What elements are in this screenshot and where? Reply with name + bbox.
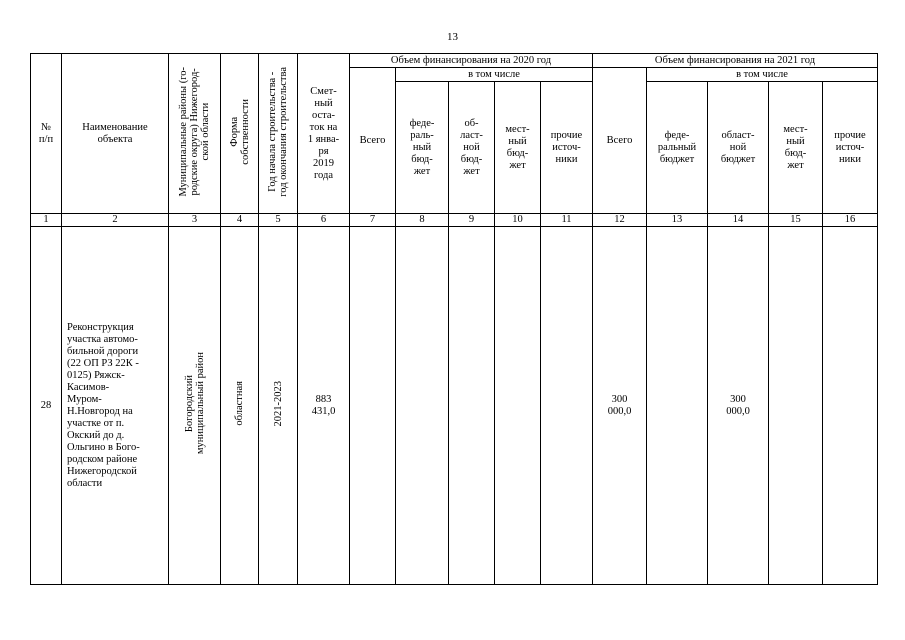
col-number: 11 bbox=[541, 214, 593, 227]
years-text: 2021-2023 bbox=[272, 380, 284, 427]
header-years bbox=[259, 54, 298, 214]
header-fed-2021: феде- ральный бюджет bbox=[647, 82, 708, 214]
reg-2020-value bbox=[449, 227, 495, 585]
col-number: 16 bbox=[823, 214, 878, 227]
col-number: 15 bbox=[769, 214, 823, 227]
col-number: 6 bbox=[298, 214, 350, 227]
district-text: Богородский муниципальный район bbox=[183, 352, 206, 455]
oth-2020-value bbox=[541, 227, 593, 585]
header-oth-2021: прочие источ- ники bbox=[823, 82, 878, 214]
header-years-text: Год начала строительства - год окончания строительства bbox=[267, 66, 289, 197]
col-number: 13 bbox=[647, 214, 708, 227]
header-fed-2020: феде- раль- ный бюд- жет bbox=[396, 82, 449, 214]
col-number: 4 bbox=[221, 214, 259, 227]
estimate-value: 883 431,0 bbox=[298, 227, 350, 585]
column-number-row bbox=[31, 214, 878, 227]
col-number: 8 bbox=[396, 214, 449, 227]
header-ownership bbox=[221, 54, 259, 214]
col-number: 3 bbox=[169, 214, 221, 227]
header-oth-2020: прочие источ- ники bbox=[541, 82, 593, 214]
col-number: 12 bbox=[593, 214, 647, 227]
reg-2021-value: 300 000,0 bbox=[708, 227, 769, 585]
col-number: 2 bbox=[62, 214, 169, 227]
header-total-2021: Всего bbox=[593, 68, 647, 214]
ownership-text: областная bbox=[234, 381, 245, 426]
total-2020-value bbox=[350, 227, 396, 585]
financing-table bbox=[30, 53, 878, 585]
col-number: 14 bbox=[708, 214, 769, 227]
header-row-1 bbox=[31, 54, 878, 68]
ownership-cell bbox=[221, 227, 259, 585]
header-num: № п/п bbox=[31, 54, 62, 214]
fed-2021-value bbox=[647, 227, 708, 585]
col-number: 10 bbox=[495, 214, 541, 227]
table-row bbox=[31, 227, 878, 585]
object-name: Реконструкция участка автомо- бильной дороги (22 ОП РЗ 22К - 0125) Ряжск- Касимов- Муром- Н.Новгород на участке от п. Окский до д. Ольгино в Бого- родском районе Нижегородской области bbox=[62, 227, 169, 585]
header-incl-2020: в том числе bbox=[396, 68, 593, 82]
header-loc-2020: мест- ный бюд- жет bbox=[495, 82, 541, 214]
loc-2020-value bbox=[495, 227, 541, 585]
header-district bbox=[169, 54, 221, 214]
header-group-2021: Объем финансирования на 2021 год bbox=[593, 54, 878, 68]
col-number: 7 bbox=[350, 214, 396, 227]
header-total-2020: Всего bbox=[350, 68, 396, 214]
header-reg-2021: област- ной бюджет bbox=[708, 82, 769, 214]
header-incl-2021: в том числе bbox=[647, 68, 878, 82]
header-district-text: Муниципальные районы (го- родские округа) Нижегород- ской области bbox=[178, 66, 211, 197]
col-number: 1 bbox=[31, 214, 62, 227]
district-cell bbox=[169, 227, 221, 585]
page-number: 13 bbox=[447, 31, 458, 43]
header-name: Наименование объекта bbox=[62, 54, 169, 214]
header-reg-2020: об- ласт- ной бюд- жет bbox=[449, 82, 495, 214]
header-loc-2021: мест- ный бюд- жет bbox=[769, 82, 823, 214]
row-number: 28 bbox=[31, 227, 62, 585]
col-number: 9 bbox=[449, 214, 495, 227]
col-number: 5 bbox=[259, 214, 298, 227]
years-cell bbox=[259, 227, 298, 585]
loc-2021-value bbox=[769, 227, 823, 585]
fed-2020-value bbox=[396, 227, 449, 585]
total-2021-value: 300 000,0 bbox=[593, 227, 647, 585]
header-estimate: Смет- ный оста- ток на 1 янва- ря 2019 года bbox=[298, 54, 350, 214]
header-group-2020: Объем финансирования на 2020 год bbox=[350, 54, 593, 68]
header-ownership-text: Форма собственности bbox=[228, 98, 251, 165]
oth-2021-value bbox=[823, 227, 878, 585]
